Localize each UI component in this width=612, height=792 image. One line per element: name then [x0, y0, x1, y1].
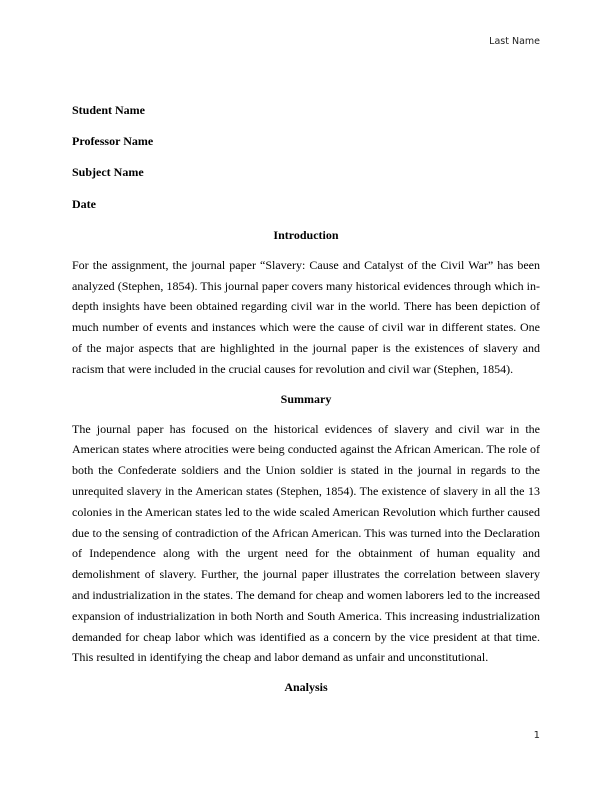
- paragraph-summary: The journal paper has focused on the historical evidences of slavery and civil war in the American states where atrocities were being conducted against the African American. The role of both the Confederate soldiers and the Union soldier is stated in the journal in regards to the unrequited slavery in the American states (Stephen, 1854). The existence of slavery in all the 13 colonies in the American states led to the wide scaled American Revolution which further caused due to the sensing of contradiction of the African American. This was turned into the Declaration of Independence along with the urgent need for the obtainment of human equality and demolishment of slavery. Further, the journal paper illustrates the correlation between slavery and industrialization in the states. The demand for cheap and women laborers led to the increased expansion of industrialization in both North and South America. This increasing industrialization demanded for cheap labor which was identified as a concern by the vice president at that time. This resulted in identifying the cheap and labor demand as unfair and unconstitutional.: [72, 421, 540, 665]
- heading-summary: Summary: [280, 391, 332, 406]
- subject-name: Subject Name: [72, 165, 144, 180]
- document-body: [72, 100, 540, 707]
- running-header-last-name: Last Name: [489, 36, 540, 47]
- paragraph-introduction: For the assignment, the journal paper “Slavery: Cause and Catalyst of the Civil War” has been analyzed (Stephen, 1854). This journal paper covers many historical evidences through which in-depth insights have been obtained regarding civil war in the world. There has been depiction of much number of events and instances which were the cause of civil war in different states. One of the major aspects that are highlighted in the journal paper is the existences of slavery and racism that were included in the crucial causes for revolution and civil war (Stephen, 1854).: [72, 257, 540, 376]
- page-number: 1: [533, 730, 540, 741]
- heading-introduction: Introduction: [273, 227, 339, 242]
- student-name: Student Name: [72, 103, 146, 117]
- professor-name: Professor Name: [72, 134, 154, 149]
- date: Date: [72, 196, 96, 211]
- heading-analysis: Analysis: [284, 680, 328, 695]
